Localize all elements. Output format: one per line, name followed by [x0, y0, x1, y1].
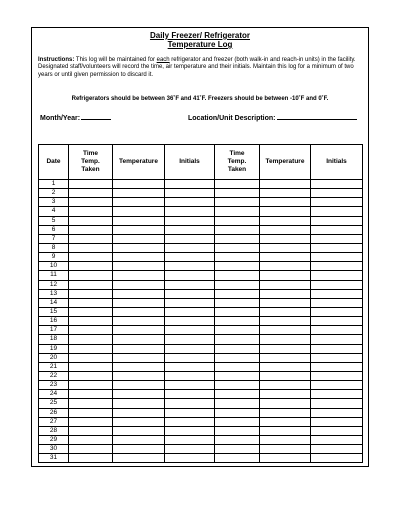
- time-taken-cell-2[interactable]: [215, 216, 260, 225]
- table-row: [39, 381, 363, 390]
- temperature-cell-1[interactable]: [113, 180, 165, 189]
- initials-cell-1[interactable]: [165, 225, 215, 234]
- header-time-taken-2: [215, 145, 260, 180]
- time-taken-cell-1[interactable]: [69, 234, 113, 243]
- time-taken-cell-1[interactable]: [69, 371, 113, 380]
- date-cell: 23: [39, 381, 69, 390]
- temperature-cell-1[interactable]: [113, 298, 165, 307]
- date-cell: 31: [39, 454, 69, 463]
- initials-cell-1[interactable]: [165, 408, 215, 417]
- instructions-paragraph: [38, 57, 362, 79]
- table-row: [39, 298, 363, 307]
- temperature-cell-1[interactable]: [113, 271, 165, 280]
- date-cell: 11: [39, 271, 69, 280]
- date-cell: 8: [39, 243, 69, 252]
- date-cell: 25: [39, 399, 69, 408]
- time-taken-cell-2[interactable]: [215, 408, 260, 417]
- time-taken-cell-2[interactable]: [215, 381, 260, 390]
- temperature-cell-2[interactable]: [260, 381, 311, 390]
- header-temperature-2: Temperature: [260, 145, 311, 180]
- initials-cell-1[interactable]: [165, 198, 215, 207]
- table-row: [39, 207, 363, 216]
- time-taken-cell-1[interactable]: [69, 435, 113, 444]
- initials-cell-2[interactable]: [311, 262, 363, 271]
- initials-cell-1[interactable]: [165, 207, 215, 216]
- time-taken-cell-1[interactable]: [69, 262, 113, 271]
- temperature-cell-1[interactable]: [113, 262, 165, 271]
- initials-cell-2[interactable]: [311, 454, 363, 463]
- temperature-cell-1[interactable]: [113, 253, 165, 262]
- initials-cell-2[interactable]: [311, 445, 363, 454]
- table-row: [39, 326, 363, 335]
- temperature-cell-1[interactable]: [113, 317, 165, 326]
- table-row: [39, 371, 363, 380]
- temperature-cell-2[interactable]: [260, 344, 311, 353]
- initials-cell-2[interactable]: [311, 271, 363, 280]
- instructions-text-before: This log will be maintained for: [74, 57, 157, 63]
- date-cell: 16: [39, 317, 69, 326]
- time-taken-cell-2[interactable]: [215, 317, 260, 326]
- table-row: [39, 399, 363, 408]
- header-date: Date: [39, 145, 69, 180]
- temperature-cell-2[interactable]: [260, 454, 311, 463]
- table-row: [39, 216, 363, 225]
- time-taken-cell-2[interactable]: [215, 454, 260, 463]
- header-time-line1: Time: [82, 150, 99, 157]
- date-cell: 28: [39, 426, 69, 435]
- table-row: [39, 353, 363, 362]
- temperature-cell-1[interactable]: [113, 344, 165, 353]
- time-taken-cell-1[interactable]: [69, 271, 113, 280]
- header-time-line2: Temp.: [81, 158, 100, 165]
- temperature-ranges: Refrigerators should be between 36˚F and 41˚F. Freezers should be between -10˚F and 0˚F.: [71, 96, 329, 102]
- table-row: [39, 344, 363, 353]
- temperature-cell-1[interactable]: [113, 390, 165, 399]
- title-line-1: Daily Freezer/ Refrigerator: [149, 31, 251, 40]
- date-cell: 24: [39, 390, 69, 399]
- date-cell: 6: [39, 225, 69, 234]
- table-row: [39, 417, 363, 426]
- initials-cell-2[interactable]: [311, 426, 363, 435]
- table-row: [39, 289, 363, 298]
- table-row: [39, 335, 363, 344]
- initials-cell-1[interactable]: [165, 454, 215, 463]
- header-time-line3: Taken: [81, 166, 100, 173]
- table-row: [39, 307, 363, 316]
- date-cell: 2: [39, 189, 69, 198]
- initials-cell-1[interactable]: [165, 335, 215, 344]
- temperature-cell-2[interactable]: [260, 225, 311, 234]
- time-taken-cell-1[interactable]: [69, 344, 113, 353]
- initials-cell-1[interactable]: [165, 189, 215, 198]
- date-cell: 27: [39, 417, 69, 426]
- date-cell: 9: [39, 253, 69, 262]
- temperature-cell-1[interactable]: [113, 445, 165, 454]
- date-cell: 17: [39, 326, 69, 335]
- table-row: [39, 445, 363, 454]
- initials-cell-2[interactable]: [311, 216, 363, 225]
- date-cell: 10: [39, 262, 69, 271]
- time-taken-cell-2[interactable]: [215, 445, 260, 454]
- time-taken-cell-2[interactable]: [215, 225, 260, 234]
- initials-cell-2[interactable]: [311, 326, 363, 335]
- table-body: [39, 180, 363, 463]
- initials-cell-1[interactable]: [165, 317, 215, 326]
- initials-cell-2[interactable]: [311, 371, 363, 380]
- time-taken-cell-2[interactable]: [215, 234, 260, 243]
- header-initials-2: Initials: [311, 145, 363, 180]
- initials-cell-2[interactable]: [311, 344, 363, 353]
- temperature-cell-2[interactable]: [260, 298, 311, 307]
- time-taken-cell-1[interactable]: [69, 335, 113, 344]
- temperature-cell-1[interactable]: [113, 216, 165, 225]
- time-taken-cell-2[interactable]: [215, 271, 260, 280]
- temperature-cell-1[interactable]: [113, 399, 165, 408]
- temperature-cell-2[interactable]: [260, 426, 311, 435]
- date-cell: 3: [39, 198, 69, 207]
- month-year-blank[interactable]: [81, 112, 111, 120]
- initials-cell-1[interactable]: [165, 353, 215, 362]
- temperature-cell-1[interactable]: [113, 198, 165, 207]
- time-taken-cell-2[interactable]: [215, 335, 260, 344]
- table-row: [39, 253, 363, 262]
- time-taken-cell-1[interactable]: [69, 408, 113, 417]
- temperature-cell-2[interactable]: [260, 399, 311, 408]
- date-cell: 20: [39, 353, 69, 362]
- time-taken-cell-1[interactable]: [69, 362, 113, 371]
- time-taken-cell-1[interactable]: [69, 445, 113, 454]
- initials-cell-2[interactable]: [311, 280, 363, 289]
- temperature-cell-1[interactable]: [113, 371, 165, 380]
- temperature-cell-1[interactable]: [113, 408, 165, 417]
- time-taken-cell-1[interactable]: [69, 280, 113, 289]
- initials-cell-1[interactable]: [165, 234, 215, 243]
- initials-cell-1[interactable]: [165, 307, 215, 316]
- temperature-cell-2[interactable]: [260, 317, 311, 326]
- temperature-cell-1[interactable]: [113, 435, 165, 444]
- table-row: [39, 262, 363, 271]
- initials-cell-2[interactable]: [311, 362, 363, 371]
- temperature-cell-1[interactable]: [113, 353, 165, 362]
- time-taken-cell-2[interactable]: [215, 180, 260, 189]
- initials-cell-2[interactable]: [311, 234, 363, 243]
- time-taken-cell-2[interactable]: [215, 307, 260, 316]
- temperature-cell-2[interactable]: [260, 307, 311, 316]
- initials-cell-1[interactable]: [165, 399, 215, 408]
- temperature-cell-1[interactable]: [113, 381, 165, 390]
- temperature-cell-2[interactable]: [260, 289, 311, 298]
- initials-cell-2[interactable]: [311, 390, 363, 399]
- temperature-cell-2[interactable]: [260, 243, 311, 252]
- initials-cell-2[interactable]: [311, 225, 363, 234]
- temperature-cell-1[interactable]: [113, 335, 165, 344]
- date-cell: 12: [39, 280, 69, 289]
- initials-cell-2[interactable]: [311, 253, 363, 262]
- temperature-cell-2[interactable]: [260, 417, 311, 426]
- time-taken-cell-2[interactable]: [215, 435, 260, 444]
- temperature-cell-2[interactable]: [260, 253, 311, 262]
- temperature-cell-2[interactable]: [260, 271, 311, 280]
- time-taken-cell-1[interactable]: [69, 454, 113, 463]
- initials-cell-2[interactable]: [311, 307, 363, 316]
- initials-cell-1[interactable]: [165, 253, 215, 262]
- header-time-taken-1: [69, 145, 113, 180]
- table-row: [39, 243, 363, 252]
- temperature-cell-1[interactable]: [113, 307, 165, 316]
- temperature-cell-2[interactable]: [260, 207, 311, 216]
- time-taken-cell-2[interactable]: [215, 399, 260, 408]
- time-taken-cell-2[interactable]: [215, 207, 260, 216]
- date-cell: 15: [39, 307, 69, 316]
- location-field[interactable]: [188, 112, 357, 123]
- temperature-cell-1[interactable]: [113, 225, 165, 234]
- temperature-cell-1[interactable]: [113, 417, 165, 426]
- time-taken-cell-1[interactable]: [69, 317, 113, 326]
- initials-cell-1[interactable]: [165, 435, 215, 444]
- time-taken-cell-2[interactable]: [215, 298, 260, 307]
- temperature-cell-2[interactable]: [260, 189, 311, 198]
- time-taken-cell-2[interactable]: [215, 344, 260, 353]
- temperature-cell-2[interactable]: [260, 198, 311, 207]
- temperature-cell-2[interactable]: [260, 216, 311, 225]
- header-initials-1: Initials: [165, 145, 215, 180]
- initials-cell-1[interactable]: [165, 445, 215, 454]
- time-taken-cell-2[interactable]: [215, 243, 260, 252]
- instructions-emphasis: each: [156, 57, 170, 63]
- time-taken-cell-1[interactable]: [69, 417, 113, 426]
- initials-cell-2[interactable]: [311, 198, 363, 207]
- table-row: [39, 225, 363, 234]
- initials-cell-1[interactable]: [165, 289, 215, 298]
- initials-cell-2[interactable]: [311, 243, 363, 252]
- month-year-field[interactable]: [40, 112, 111, 123]
- temperature-cell-2[interactable]: [260, 280, 311, 289]
- initials-cell-2[interactable]: [311, 180, 363, 189]
- time-taken-cell-1[interactable]: [69, 326, 113, 335]
- date-cell: 7: [39, 234, 69, 243]
- location-label: Location/Unit Description:: [188, 115, 276, 122]
- temperature-cell-1[interactable]: [113, 426, 165, 435]
- date-cell: 29: [39, 435, 69, 444]
- temperature-cell-1[interactable]: [113, 207, 165, 216]
- temperature-cell-2[interactable]: [260, 234, 311, 243]
- time-taken-cell-1[interactable]: [69, 298, 113, 307]
- initials-cell-1[interactable]: [165, 326, 215, 335]
- temperature-cell-2[interactable]: [260, 435, 311, 444]
- date-cell: 26: [39, 408, 69, 417]
- temperature-cell-2[interactable]: [260, 180, 311, 189]
- initials-cell-1[interactable]: [165, 417, 215, 426]
- table-row: [39, 435, 363, 444]
- date-cell: 14: [39, 298, 69, 307]
- initials-cell-1[interactable]: [165, 271, 215, 280]
- temperature-cell-2[interactable]: [260, 371, 311, 380]
- table-row: [39, 390, 363, 399]
- initials-cell-1[interactable]: [165, 362, 215, 371]
- initials-cell-2[interactable]: [311, 353, 363, 362]
- time-taken-cell-2[interactable]: [215, 280, 260, 289]
- time-taken-cell-1[interactable]: [69, 426, 113, 435]
- table-row: [39, 280, 363, 289]
- time-taken-cell-1[interactable]: [69, 253, 113, 262]
- initials-cell-1[interactable]: [165, 390, 215, 399]
- header-time-line2: Temp.: [227, 158, 247, 165]
- temperature-log-table: [38, 144, 363, 463]
- table-header-row: [39, 145, 363, 180]
- initials-cell-2[interactable]: [311, 408, 363, 417]
- time-taken-cell-1[interactable]: [69, 225, 113, 234]
- temperature-cell-1[interactable]: [113, 362, 165, 371]
- initials-cell-1[interactable]: [165, 216, 215, 225]
- temperature-cell-2[interactable]: [260, 362, 311, 371]
- table-row: [39, 426, 363, 435]
- date-cell: 5: [39, 216, 69, 225]
- time-taken-cell-2[interactable]: [215, 198, 260, 207]
- location-blank[interactable]: [277, 112, 357, 120]
- initials-cell-2[interactable]: [311, 381, 363, 390]
- initials-cell-1[interactable]: [165, 426, 215, 435]
- instructions-label: Instructions:: [38, 57, 75, 63]
- time-taken-cell-1[interactable]: [69, 216, 113, 225]
- table-row: [39, 198, 363, 207]
- temperature-cell-2[interactable]: [260, 326, 311, 335]
- title-line-2: Temperature Log: [167, 40, 233, 49]
- initials-cell-2[interactable]: [311, 435, 363, 444]
- table-row: [39, 454, 363, 463]
- time-taken-cell-2[interactable]: [215, 426, 260, 435]
- date-cell: 4: [39, 207, 69, 216]
- time-taken-cell-1[interactable]: [69, 353, 113, 362]
- initials-cell-1[interactable]: [165, 180, 215, 189]
- table-row: [39, 180, 363, 189]
- time-taken-cell-1[interactable]: [69, 180, 113, 189]
- date-cell: 13: [39, 289, 69, 298]
- initials-cell-1[interactable]: [165, 381, 215, 390]
- temperature-cell-2[interactable]: [260, 353, 311, 362]
- temperature-cell-1[interactable]: [113, 234, 165, 243]
- header-time-line1: Time: [229, 150, 245, 157]
- time-taken-cell-1[interactable]: [69, 307, 113, 316]
- temperature-cell-2[interactable]: [260, 408, 311, 417]
- time-taken-cell-2[interactable]: [215, 189, 260, 198]
- time-taken-cell-2[interactable]: [215, 417, 260, 426]
- time-taken-cell-1[interactable]: [69, 381, 113, 390]
- initials-cell-1[interactable]: [165, 262, 215, 271]
- initials-cell-1[interactable]: [165, 371, 215, 380]
- initials-cell-1[interactable]: [165, 243, 215, 252]
- table-row: [39, 317, 363, 326]
- table-row: [39, 271, 363, 280]
- time-taken-cell-1[interactable]: [69, 189, 113, 198]
- time-taken-cell-2[interactable]: [215, 289, 260, 298]
- time-taken-cell-1[interactable]: [69, 399, 113, 408]
- time-taken-cell-2[interactable]: [215, 353, 260, 362]
- temperature-cell-1[interactable]: [113, 454, 165, 463]
- time-taken-cell-2[interactable]: [215, 326, 260, 335]
- header-temperature-1: Temperature: [113, 145, 165, 180]
- initials-cell-2[interactable]: [311, 317, 363, 326]
- temperature-cell-1[interactable]: [113, 243, 165, 252]
- date-cell: 18: [39, 335, 69, 344]
- time-taken-cell-2[interactable]: [215, 262, 260, 271]
- date-cell: 19: [39, 344, 69, 353]
- table-row: [39, 362, 363, 371]
- table-row: [39, 234, 363, 243]
- time-taken-cell-1[interactable]: [69, 198, 113, 207]
- time-taken-cell-2[interactable]: [215, 362, 260, 371]
- time-taken-cell-1[interactable]: [69, 243, 113, 252]
- time-taken-cell-2[interactable]: [215, 253, 260, 262]
- table-row: [39, 189, 363, 198]
- initials-cell-2[interactable]: [311, 417, 363, 426]
- initials-cell-2[interactable]: [311, 335, 363, 344]
- instructions-text-after: refrigerator and freezer (both walk-in and reach-in units) in the facility. Designated staff/volunteers will record the time, air temperature and their initials. Maintain this log for a minimum of two years or until given permission to discard it.: [38, 57, 356, 78]
- temperature-cell-2[interactable]: [260, 335, 311, 344]
- time-taken-cell-1[interactable]: [69, 207, 113, 216]
- temperature-cell-2[interactable]: [260, 262, 311, 271]
- date-cell: 1: [39, 180, 69, 189]
- table-row: [39, 408, 363, 417]
- initials-cell-2[interactable]: [311, 298, 363, 307]
- initials-cell-2[interactable]: [311, 189, 363, 198]
- date-cell: 30: [39, 445, 69, 454]
- date-cell: 22: [39, 371, 69, 380]
- initials-cell-1[interactable]: [165, 280, 215, 289]
- initials-cell-1[interactable]: [165, 344, 215, 353]
- temperature-cell-1[interactable]: [113, 289, 165, 298]
- temperature-cell-1[interactable]: [113, 189, 165, 198]
- initials-cell-2[interactable]: [311, 207, 363, 216]
- temperature-cell-1[interactable]: [113, 326, 165, 335]
- date-cell: 21: [39, 362, 69, 371]
- time-taken-cell-1[interactable]: [69, 289, 113, 298]
- initials-cell-2[interactable]: [311, 399, 363, 408]
- temperature-cell-2[interactable]: [260, 445, 311, 454]
- time-taken-cell-2[interactable]: [215, 371, 260, 380]
- temperature-cell-2[interactable]: [260, 390, 311, 399]
- temperature-cell-1[interactable]: [113, 280, 165, 289]
- time-taken-cell-1[interactable]: [69, 390, 113, 399]
- initials-cell-2[interactable]: [311, 289, 363, 298]
- month-year-label: Month/Year:: [40, 115, 81, 122]
- time-taken-cell-2[interactable]: [215, 390, 260, 399]
- header-time-line3: Taken: [227, 166, 247, 173]
- log-sheet: [31, 27, 369, 467]
- initials-cell-1[interactable]: [165, 298, 215, 307]
